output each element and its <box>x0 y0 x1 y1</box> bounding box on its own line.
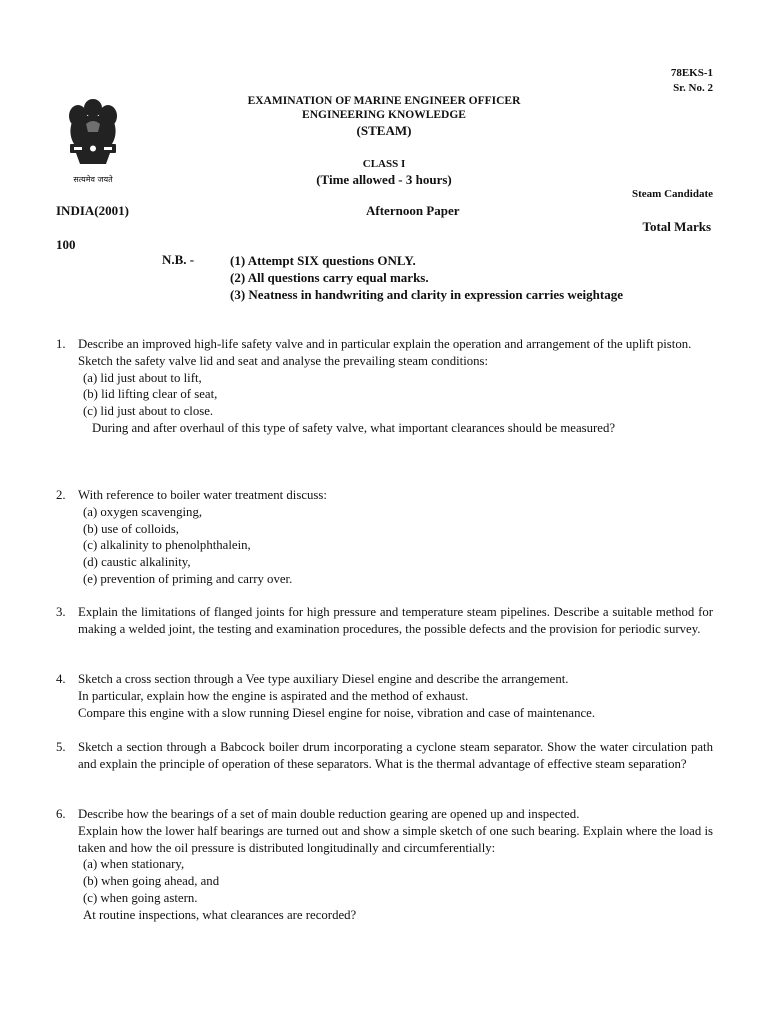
question-5 <box>56 739 713 773</box>
serial-number: Sr. No. 2 <box>673 82 713 94</box>
question-text: Sketch the safety valve lid and seat and analyse the prevailing steam conditions: <box>78 353 489 368</box>
sub-item: (d) caustic alkalinity, <box>83 555 191 570</box>
sub-item: (a) oxygen scavenging, <box>83 504 203 519</box>
question-number: 2. <box>56 488 66 502</box>
total-marks-value: 100 <box>56 237 76 252</box>
sub-item: (b) lid lifting clear of seat, <box>83 387 218 402</box>
sub-item: (c) when going astern. <box>83 890 198 905</box>
question-text: Sketch a section through a Babcock boiler drum incorporating a cyclone steam separator. Show the water circulation path and explain the principle of operation of these separators. What is the thermal advantage of effective steam separation? <box>78 740 713 771</box>
question-3 <box>56 604 713 638</box>
question-4 <box>56 671 713 721</box>
instruction-item: (3) Neatness in handwriting and clarity in expression carries weightage <box>230 287 623 302</box>
sub-item: (c) alkalinity to phenolphthalein, <box>83 538 251 553</box>
exam-branch: (STEAM) <box>356 123 412 138</box>
sub-item: (a) when stationary, <box>83 857 185 872</box>
question-number: 5. <box>56 740 66 754</box>
candidate-type: Steam Candidate <box>632 188 713 200</box>
question-text: Explain the limitations of flanged joints for high pressure and temperature steam pipelines. Describe a suitable method for making a welded joint, the testing and examination procedures, the possible defects and the provision for periodic survey. <box>78 605 713 636</box>
question-text: Describe an improved high-life safety valve and in particular explain the operation and arrangement of the uplift piston. <box>78 337 692 351</box>
sub-item: (b) when going ahead, and <box>83 874 220 889</box>
total-marks-label: Total Marks <box>642 219 711 234</box>
sub-item: (e) prevention of priming and carry over. <box>83 571 293 586</box>
question-closing: During and after overhaul of this type of safety valve, what important clearances should be measured? <box>92 420 616 435</box>
paper-code-block <box>671 66 713 96</box>
question-text: Describe how the bearings of a set of main double reduction gearing are opened up and inspected. <box>78 807 580 821</box>
sub-item: (a) lid just about to lift, <box>83 370 202 385</box>
question-number: 6. <box>56 807 66 821</box>
instruction-item: (1) Attempt SIX questions ONLY. <box>230 253 416 268</box>
question-text: Explain how the lower half bearings are turned out and show a simple sketch of one such bearing. Explain where the load is taken and how the oil pressure is distributed longitudinally and circumferentially: <box>78 823 713 855</box>
question-text: In particular, explain how the engine is aspirated and the method of exhaust. <box>78 688 469 703</box>
question-text: Compare this engine with a slow running Diesel engine for noise, vibration and case of maintenance. <box>78 705 596 720</box>
question-closing: At routine inspections, what clearances are recorded? <box>83 907 357 922</box>
question-number: 1. <box>56 337 66 351</box>
question-text: With reference to boiler water treatment discuss: <box>78 488 327 502</box>
paper-code: 78EKS-1 <box>670 67 713 79</box>
question-text: Sketch a cross section through a Vee type auxiliary Diesel engine and describe the arrangement. <box>78 672 569 686</box>
exam-subject: ENGINEERING KNOWLEDGE <box>302 109 466 121</box>
sub-item: (b) use of colloids, <box>83 521 179 536</box>
instructions-list <box>230 252 623 303</box>
class-label: CLASS I <box>362 158 406 170</box>
question-1 <box>56 336 713 437</box>
instruction-item: (2) All questions carry equal marks. <box>230 270 429 285</box>
question-number: 4. <box>56 672 66 686</box>
time-allowed: (Time allowed - 3 hours) <box>316 172 452 187</box>
question-6 <box>56 806 713 924</box>
emblem-motto: सत्यमेव जयते <box>73 175 113 184</box>
exam-title: EXAMINATION OF MARINE ENGINEER OFFICER <box>247 95 521 107</box>
country-year: INDIA(2001) <box>56 203 129 218</box>
paper-session: Afternoon Paper <box>366 203 460 218</box>
question-2 <box>56 487 713 588</box>
sub-item: (c) lid just about to close. <box>83 404 214 419</box>
nb-label: N.B. - <box>162 252 195 267</box>
question-number: 3. <box>56 605 66 619</box>
